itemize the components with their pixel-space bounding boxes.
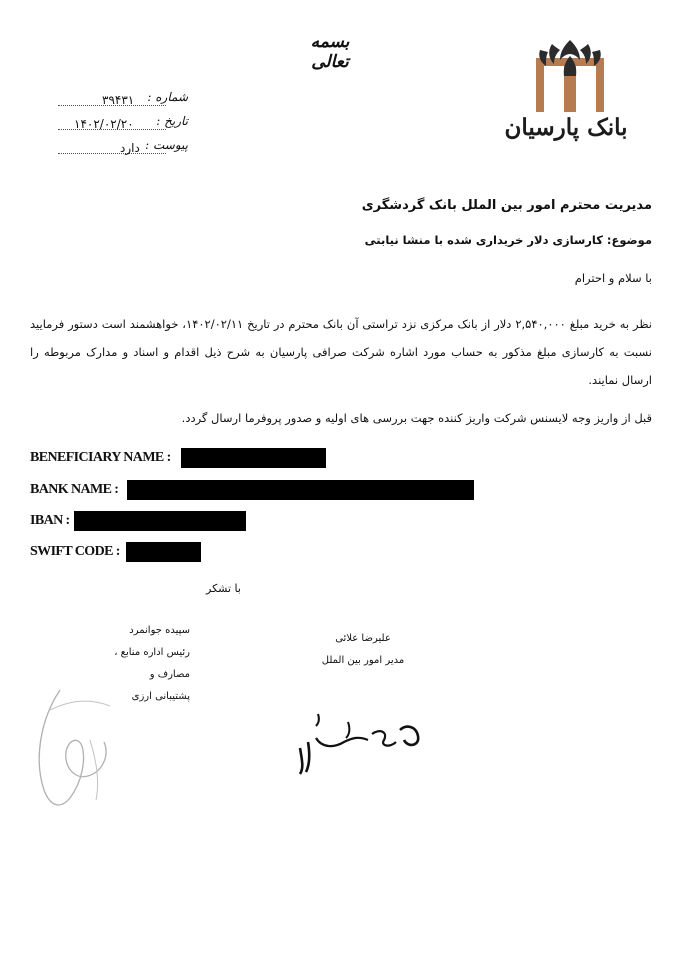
swift-label: SWIFT CODE : bbox=[30, 544, 120, 559]
date-row bbox=[52, 114, 202, 138]
number-row bbox=[52, 90, 202, 114]
number-label: شماره : bbox=[147, 90, 188, 104]
left-signatory-title-1: رئیس اداره منابع ، مصارف و bbox=[114, 647, 190, 680]
swift-redaction bbox=[126, 542, 201, 562]
beneficiary-label: BENEFICIARY NAME : bbox=[30, 450, 171, 465]
number-value: ۳۹۴۳۱ bbox=[102, 93, 135, 107]
date-label: تاریخ : bbox=[156, 114, 188, 128]
iban-redaction bbox=[74, 511, 246, 531]
bank-parsian-logo-icon bbox=[530, 36, 610, 114]
handwritten-signature-right bbox=[288, 708, 428, 778]
handwritten-signature-left bbox=[30, 680, 130, 820]
subject-line: موضوع: کارسازی دلار خریداری شده با منشا نیابتی bbox=[364, 233, 652, 247]
left-signatory-name: سپیده جوانمرد bbox=[129, 625, 190, 636]
date-value: ۱۴۰۲/۰۲/۲۰ bbox=[74, 117, 134, 131]
bank-name-field bbox=[30, 479, 118, 501]
bank-name-redaction bbox=[127, 480, 474, 500]
license-note: قبل از واریز وجه لایسنس شرکت واریز کننده جهت بررسی های اولیه و صدور پروفرما ارسال گردد. bbox=[181, 411, 652, 425]
recipient-heading: مدیریت محترم امور بین الملل بانک گردشگری bbox=[361, 198, 652, 213]
attachment-label: پیوست : bbox=[145, 138, 188, 152]
right-signatory-title: مدیر امور بین الملل bbox=[321, 655, 405, 666]
beneficiary-redaction bbox=[181, 448, 326, 468]
bank-name-label: BANK NAME : bbox=[30, 482, 119, 497]
closing-thanks: با تشکر bbox=[206, 582, 241, 595]
right-signatory-name: علیرضا علائی bbox=[335, 633, 391, 644]
beneficiary-field bbox=[30, 447, 171, 469]
iban-label: IBAN : bbox=[30, 513, 70, 528]
greeting: با سلام و احترام bbox=[574, 271, 652, 285]
iban-field bbox=[30, 510, 70, 532]
attachment-value: دارد bbox=[120, 141, 140, 155]
bank-name-wordmark: بانک پارسیان bbox=[504, 114, 628, 141]
swift-field bbox=[30, 541, 120, 563]
bismillah-heading: بسمه تعالی bbox=[310, 32, 350, 72]
body-paragraph: نظر به خرید مبلغ ۲,۵۴۰,۰۰۰ دلار از بانک مرکزی نزد تراستی آن بانک محترم در تاریخ ۱۴۰۲/۰۲/۱۱، خواهشمند است دستور فرمایید نسبت به کارسازی مبلغ مذکور به حساب مورد اشاره شرکت صرافی پارسیان به شرح ذیل اقدام و اسناد و مدارک مربوطه را ارسال نمایند. bbox=[30, 317, 652, 387]
left-signatory-title-2: پشتیبانی ارزی bbox=[131, 691, 190, 702]
letter-meta bbox=[52, 88, 202, 168]
attachment-dotted-line bbox=[58, 153, 166, 154]
attachment-row bbox=[52, 138, 202, 162]
right-signatory bbox=[318, 628, 408, 672]
